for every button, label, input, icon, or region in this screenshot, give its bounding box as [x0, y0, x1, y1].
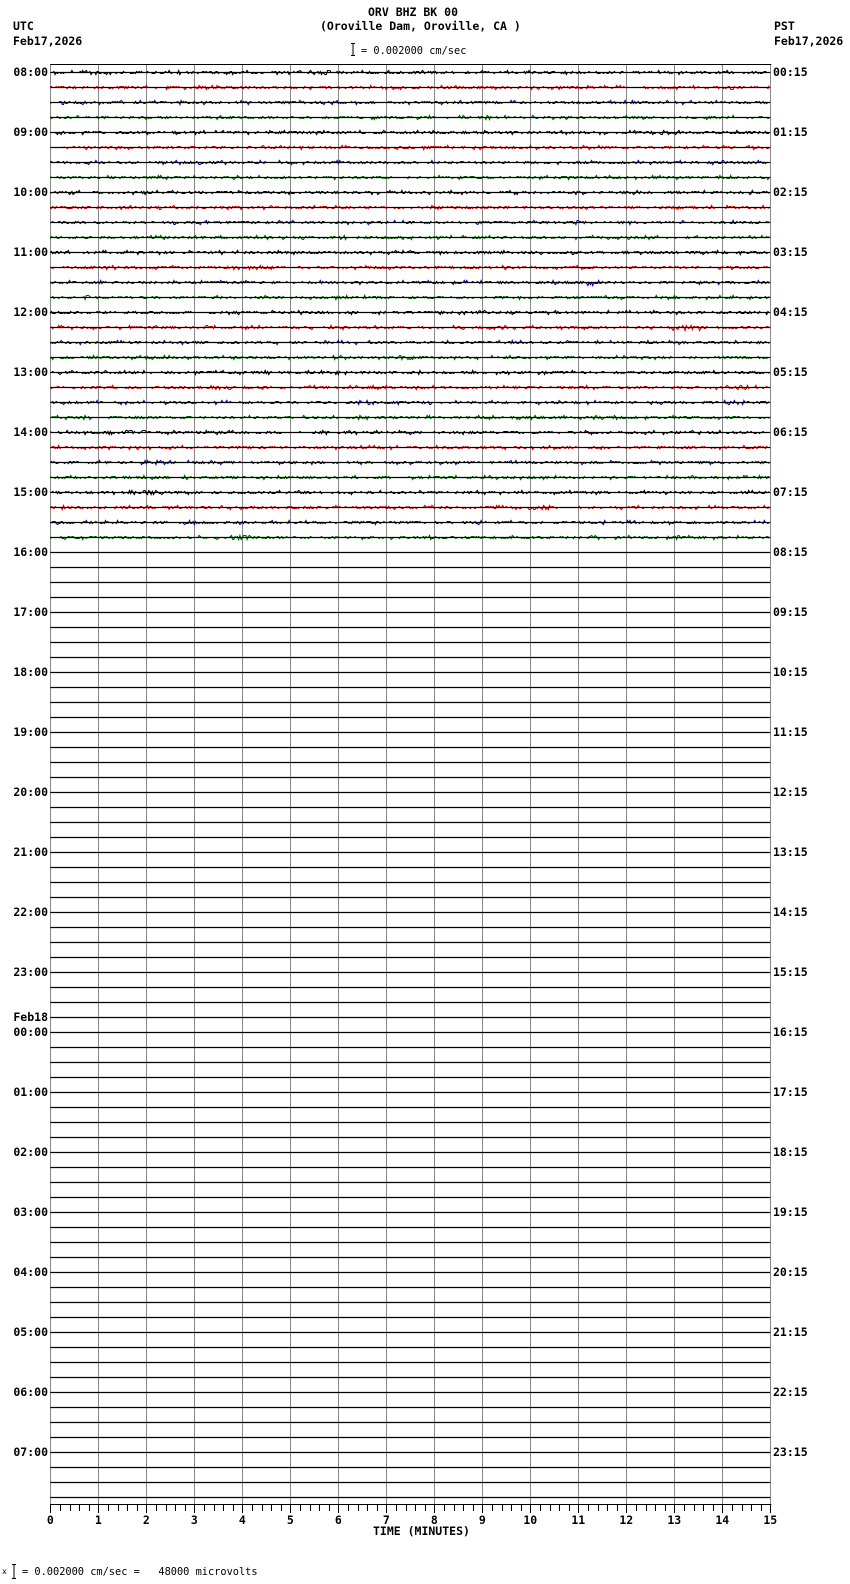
scale-bar-icon	[349, 43, 357, 56]
station-title: ORV BHZ BK 00	[368, 5, 459, 19]
x-tick-label: 7	[382, 1513, 390, 1527]
utc-hour-label: 13:00	[13, 365, 48, 380]
x-tick-label: 3	[190, 1513, 198, 1527]
utc-hour-label: 04:00	[13, 1265, 48, 1280]
x-tick-label: 10	[523, 1513, 538, 1527]
utc-hour-label: 21:00	[13, 845, 48, 860]
utc-hour-label: 22:00	[13, 905, 48, 920]
x-tick-label: 11	[571, 1513, 586, 1527]
pst-hour-label: 19:15	[773, 1205, 808, 1220]
pst-hour-label: 12:15	[773, 785, 808, 800]
left-date: Feb17,2026	[13, 34, 83, 48]
utc-hour-label: 09:00	[13, 125, 48, 140]
pst-hour-label: 11:15	[773, 725, 808, 740]
x-tick-label: 15	[763, 1513, 778, 1527]
utc-hour-label: 12:00	[13, 305, 48, 320]
utc-hour-label: 02:00	[13, 1145, 48, 1160]
right-timezone: PST	[774, 19, 795, 33]
utc-hour-label: 10:00	[13, 185, 48, 200]
pst-hour-label: 07:15	[773, 485, 808, 500]
x-tick-label: 14	[715, 1513, 730, 1527]
pst-hour-label: 01:15	[773, 125, 808, 140]
x-tick-label: 2	[142, 1513, 150, 1527]
pst-hour-label: 05:15	[773, 365, 808, 380]
pst-hour-label: 09:15	[773, 605, 808, 620]
pst-hour-label: 10:15	[773, 665, 808, 680]
x-tick-label: 1	[94, 1513, 102, 1527]
pst-hour-label: 02:15	[773, 185, 808, 200]
x-tick-label: 4	[238, 1513, 246, 1527]
station-location: (Oroville Dam, Oroville, CA )	[320, 19, 521, 33]
utc-hour-label: 14:00	[13, 425, 48, 440]
utc-hour-label: 07:00	[13, 1445, 48, 1460]
pst-hour-label: 08:15	[773, 545, 808, 560]
pst-hour-label: 15:15	[773, 965, 808, 980]
x-tick-label: 12	[619, 1513, 634, 1527]
scale-text: = 0.002000 cm/sec	[361, 45, 467, 57]
pst-hour-label: 20:15	[773, 1265, 808, 1280]
left-timezone: UTC	[13, 19, 34, 33]
pst-hour-label: 17:15	[773, 1085, 808, 1100]
pst-hour-label: 03:15	[773, 245, 808, 260]
utc-hour-label: 19:00	[13, 725, 48, 740]
utc-hour-label: 01:00	[13, 1085, 48, 1100]
date-change-label: Feb18	[13, 1010, 48, 1025]
x-tick-label: 0	[46, 1513, 54, 1527]
right-date: Feb17,2026	[774, 34, 844, 48]
row-baselines	[50, 73, 770, 1498]
utc-hour-label: 03:00	[13, 1205, 48, 1220]
footer-mark: x	[2, 1567, 7, 1576]
utc-hour-label: 15:00	[13, 485, 48, 500]
utc-hour-label: 23:00	[13, 965, 48, 980]
utc-hour-label: 17:00	[13, 605, 48, 620]
pst-hour-label: 23:15	[773, 1445, 808, 1460]
pst-hour-label: 22:15	[773, 1385, 808, 1400]
pst-hour-label: 14:15	[773, 905, 808, 920]
pst-hour-label: 13:15	[773, 845, 808, 860]
x-tick-label: 5	[286, 1513, 294, 1527]
utc-hour-label: 11:00	[13, 245, 48, 260]
x-tick-label: 8	[430, 1513, 438, 1527]
utc-hour-label: 06:00	[13, 1385, 48, 1400]
x-tick-label: 6	[334, 1513, 342, 1527]
x-tick-label: 13	[667, 1513, 682, 1527]
utc-hour-label: 08:00	[13, 65, 48, 80]
utc-hour-label: 05:00	[13, 1325, 48, 1340]
traces	[50, 71, 769, 540]
x-axis	[50, 1504, 771, 1513]
utc-hour-label: 20:00	[13, 785, 48, 800]
pst-hour-label: 00:15	[773, 65, 808, 80]
x-axis-label: TIME (MINUTES)	[373, 1524, 470, 1538]
pst-hour-label: 06:15	[773, 425, 808, 440]
pst-hour-label: 04:15	[773, 305, 808, 320]
utc-hour-label: 18:00	[13, 665, 48, 680]
footer-scale-bar-icon	[10, 1564, 18, 1579]
pst-hour-label: 21:15	[773, 1325, 808, 1340]
footer-scale-text: = 0.002000 cm/sec = 48000 microvolts	[22, 1566, 258, 1578]
x-tick-label: 9	[478, 1513, 486, 1527]
utc-hour-label: 00:00	[13, 1025, 48, 1040]
pst-hour-label: 18:15	[773, 1145, 808, 1160]
pst-hour-label: 16:15	[773, 1025, 808, 1040]
utc-hour-label: 16:00	[13, 545, 48, 560]
